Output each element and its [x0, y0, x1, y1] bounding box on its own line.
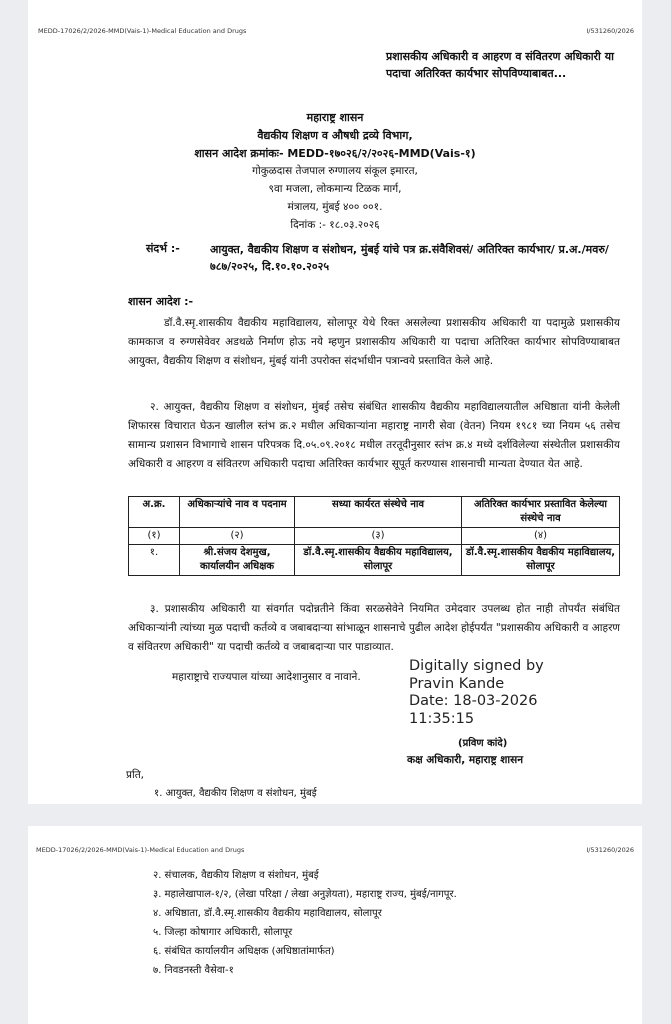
signature-line-4: 11:35:15: [409, 710, 475, 727]
page-header-doc-id: I/531260/2026: [586, 27, 634, 35]
col-header-current-institution: सध्या कार्यरत संस्थेचे नाव: [295, 497, 462, 528]
order-number: शासन आदेश क्रमांकः- MEDD-१७०२६/२/२०२६-MMD(Vais-१): [194, 147, 476, 160]
document-page-2: [28, 826, 642, 1024]
digital-signature-block: [409, 658, 544, 728]
department-name: वैद्यकीय शिक्षण व औषधी द्रव्ये विभाग,: [257, 129, 413, 142]
copy-item: ६. संबंधित कार्यालयीन अधिक्षक (अधिष्ठातांमार्फत): [153, 946, 335, 957]
page-header-file-ref: MEDD-17026/2/2026-MMD(Vais-1)-Medical Education and Drugs: [36, 846, 245, 854]
order-date: दिनांक :- १८.०३.२०२६: [290, 219, 380, 231]
paragraph-1: डॉ.वै.स्मृ.शासकीय वैद्यकीय महाविद्यालय, सोलापूर येथे रिक्त असलेल्या प्रशासकीय अधिकारी या पदामुळे प्रशासकीय कामकाज व रुग्णसेवेवर अडथळे निर्माण होऊ नये म्हणुन प्रशासकीय अधिकारी या पदाचा अतिरिक्त कार्यभार सोपविण्याबाबत आयुक्त, वैद्यकीय शिक्षण व संशोधन, मुंबई यांनी उपरोक्त संदर्भाधीन पत्रान्वये प्रस्तावित केले आहे.: [128, 317, 620, 367]
signature-line-1: Digitally signed by: [409, 658, 544, 674]
signatory-designation: कक्ष अधिकारी, महाराष्ट्र शासन: [407, 754, 524, 766]
cell-additional-charge: डॉ.वै.स्मृ.शासकीय वैद्यकीय महाविद्यालय, सोलापूर: [462, 545, 620, 576]
table-header-row: [129, 497, 620, 528]
order-heading: शासन आदेश :-: [128, 295, 194, 308]
copy-item: २. संचालक, वैद्यकीय शिक्षण व संशोधन, मुंबई: [153, 870, 319, 881]
signature-line-3: Date: 18-03-2026: [409, 693, 538, 709]
col-number: (३): [295, 528, 462, 545]
cell-serial: १.: [129, 545, 180, 576]
copy-list: [153, 866, 457, 980]
table-row: [129, 545, 620, 576]
signatory-name: (प्रविण कांदे): [458, 738, 508, 749]
col-header-serial: अ.क्र.: [129, 497, 180, 528]
col-number: (१): [129, 528, 180, 545]
cell-current-institution: डॉ.वै.स्मृ.शासकीय वैद्यकीय महाविद्यालय, सोलापूर: [295, 545, 462, 576]
signature-line-2: Pravin Kande: [409, 675, 505, 692]
governor-line: महाराष्ट्राचे राज्यपाल यांच्या आदेशानुसार व नावाने.: [172, 671, 361, 683]
address-line-3: मंत्रालय, मुंबई ४०० ००१.: [287, 201, 383, 213]
col-number: (२): [180, 528, 295, 545]
paragraph-2: २. आयुक्त, वैद्यकीय शिक्षण व संशोधन, मुंबई तसेच संबंधित शासकीय वैद्यकीय महाविद्यालयातील अधिष्ठाता यांनी केलेली शिफारस विचारात घेऊन खालील स्तंभ क्र.२ मधील अधिकाऱ्यांना महाराष्ट्र नागरी सेवा (वेतन) नियम १९८१ च्या नियम ५६ तसेच सामान्य प्रशासन विभागाचे शासन परिपत्रक दि.०५.०९.२०१८ मधील तरतूदीनुसार स्तंभ क्र.४ मध्ये दर्शविलेल्या संस्थेतील प्रशासकीय अधिकारी व आहरण व संवितरण अधिकारी पदाचा अतिरिक्त कार्यभार सूपूर्त करण्यास शासनाची मान्यता देण्यात येत आहे.: [128, 401, 620, 470]
government-name: महाराष्ट्र शासन: [306, 111, 364, 124]
cell-officer: श्री.संजय देशमुख, कार्यालयीन अधिक्षक: [180, 545, 295, 576]
officer-table: [128, 496, 620, 576]
address-line-2: ९वा मजला, लोकमान्य टिळक मार्ग,: [268, 183, 402, 195]
copy-item: ७. निवडनस्ती वैसेवा-१: [153, 965, 234, 976]
copy-to-label: प्रति,: [126, 769, 145, 781]
copy-item: ४. अधिष्ठाता, डॉ.वै.स्मृ.शासकीय वैद्यकीय महाविद्यालय, सोलापूर: [153, 908, 382, 919]
copy-item: १. आयुक्त, वैद्यकीय शिक्षण व संशोधन, मुंबई: [154, 788, 317, 799]
paragraph-3: ३. प्रशासकीय अधिकारी या संवर्गात पदोन्नतीने किंवा सरळसेवेने नियमित उमेदवार उपलब्ध होत नाही तोपर्यंत संबंधित अधिकाऱ्यांनी त्यांच्या मुळ पदाची कर्तव्ये व जबाबदाऱ्या सांभाळून शासनाचे पुढील आदेश होईपर्यंत "प्रशासकीय अधिकारी व आहरण व संवितरण अधिकारी" या पदाची कर्तव्ये व जबाबदाऱ्या पार पाडाव्यात.: [128, 603, 620, 653]
col-header-officer: अधिकाऱ्यांचे नाव व पदनाम: [180, 497, 295, 528]
table-number-row: [129, 528, 620, 545]
reference-text: आयुक्त, वैद्यकीय शिक्षण व संशोधन, मुंबई यांचे पत्र क्र.संवैशिवसं/ अतिरिक्त कार्यभार/ प्र.अ./मवरु/७८७/२०२५, दि.१०.१०.२०२५: [210, 243, 609, 273]
reference-label: संदर्भ :-: [146, 242, 180, 255]
address-line-1: गोकुळदास तेजपाल रुग्णालय संकूल इमारत,: [252, 165, 418, 177]
subject-line: प्रशासकीय अधिकारी व आहरण व संवितरण अधिकारी या पदाचा अतिरिक्त कार्यभार सोपविण्याबाबत...: [386, 50, 614, 80]
col-number: (४): [462, 528, 620, 545]
col-header-additional-charge: अतिरिक्त कार्यभार प्रस्तावित केलेल्या संस्थेचे नाव: [462, 497, 620, 528]
page-header-doc-id: I/531260/2026: [586, 846, 634, 854]
page-header-file-ref: MEDD-17026/2/2026-MMD(Vais-1)-Medical Education and Drugs: [38, 27, 247, 35]
copy-item: ५. जिल्हा कोषागार अधिकारी, सोलापूर: [153, 927, 293, 938]
document-page-1: [28, 0, 642, 804]
copy-item: ३. महालेखापाल-१/२, (लेखा परिक्षा / लेखा अनुज्ञेयता), महाराष्ट्र राज्य, मुंबई/नागपूर.: [153, 889, 457, 900]
